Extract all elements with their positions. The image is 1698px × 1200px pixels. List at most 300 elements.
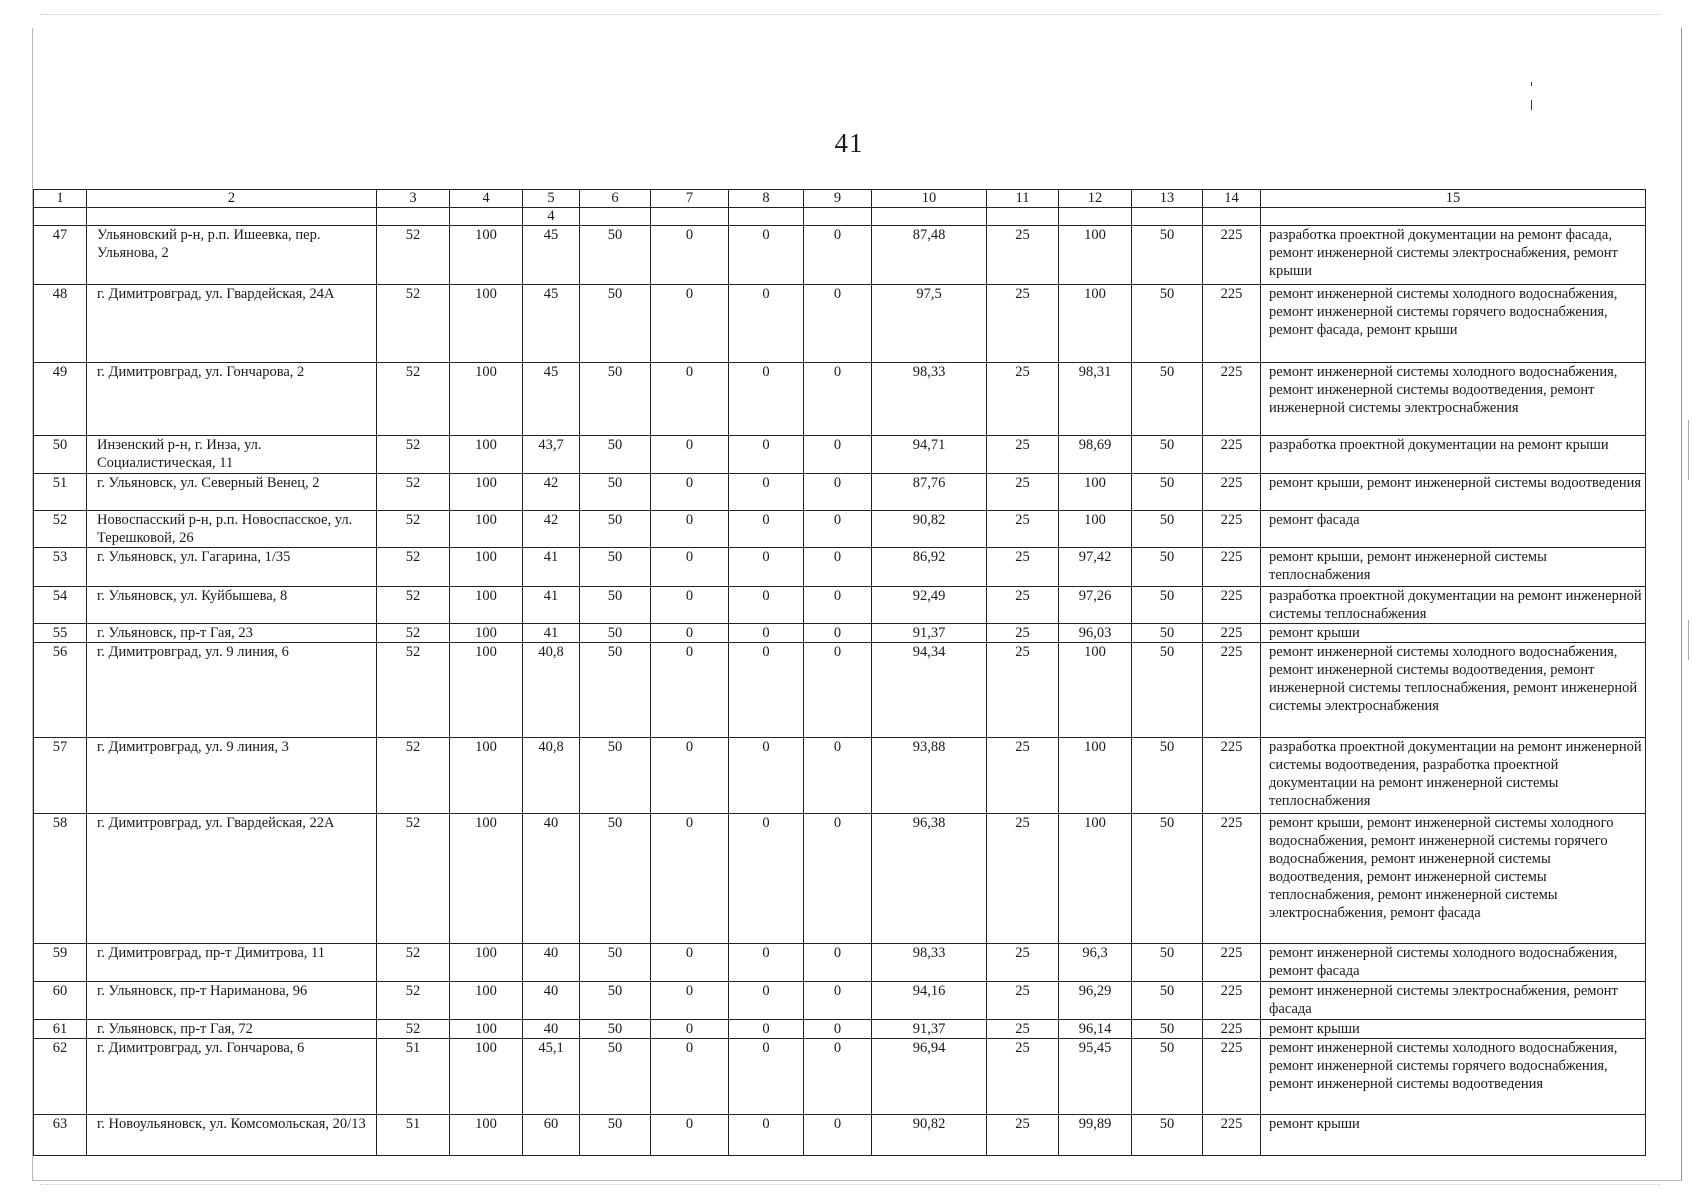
table-cell: ремонт инженерной системы холодного водоснабжения, ремонт инженерной системы горячего водоснабжения, ремонт инженерной системы водоотведения — [1261, 1039, 1646, 1115]
table-cell: 48 — [34, 285, 87, 363]
table-cell: 0 — [804, 548, 872, 587]
table-cell: 52 — [377, 548, 450, 587]
table-cell: 25 — [987, 1039, 1059, 1115]
table-cell: 0 — [651, 624, 729, 643]
table-cell: 51 — [377, 1115, 450, 1156]
table-cell: 94,71 — [872, 436, 987, 474]
table-row — [34, 226, 1646, 285]
header-cell: 4 — [523, 208, 580, 226]
table-cell: 100 — [450, 436, 523, 474]
table-cell: 225 — [1203, 1020, 1261, 1039]
table-cell: 97,42 — [1059, 548, 1132, 587]
table-cell: 0 — [729, 982, 804, 1020]
table-cell: 100 — [1059, 814, 1132, 944]
table-cell: 0 — [804, 474, 872, 511]
table-cell: 100 — [450, 624, 523, 643]
table-cell: 0 — [804, 944, 872, 982]
table-cell: 0 — [804, 982, 872, 1020]
table-cell: 0 — [651, 587, 729, 624]
page-number: 41 — [834, 128, 864, 158]
table-cell: 52 — [377, 511, 450, 548]
table-cell: ремонт инженерной системы холодного водоснабжения, ремонт фасада — [1261, 944, 1646, 982]
table-cell: 0 — [729, 474, 804, 511]
table-cell: 50 — [1132, 814, 1203, 944]
scan-border-bottom — [40, 1184, 1660, 1188]
header-cell: 14 — [1203, 190, 1261, 208]
table-cell: 25 — [987, 285, 1059, 363]
table-cell: 96,38 — [872, 814, 987, 944]
table-cell: 25 — [987, 548, 1059, 587]
table-cell: 51 — [377, 1039, 450, 1115]
table-cell: 0 — [651, 511, 729, 548]
table-cell: 0 — [804, 511, 872, 548]
table-cell: 0 — [651, 474, 729, 511]
table-cell: 87,48 — [872, 226, 987, 285]
table-cell: г. Димитровград, ул. Гвардейская, 22А — [87, 814, 377, 944]
header-cell — [450, 208, 523, 226]
header-cell: 13 — [1132, 190, 1203, 208]
table-cell: 98,33 — [872, 944, 987, 982]
table-cell: 43,7 — [523, 436, 580, 474]
table-cell: 50 — [580, 436, 651, 474]
table-cell: г. Новоульяновск, ул. Комсомольская, 20/13 — [87, 1115, 377, 1156]
header-cell: 3 — [377, 190, 450, 208]
table-cell: 52 — [377, 982, 450, 1020]
table-cell: 0 — [651, 436, 729, 474]
table-cell: 49 — [34, 363, 87, 436]
table-cell: 0 — [804, 738, 872, 814]
table-cell: 50 — [580, 944, 651, 982]
table-cell: 41 — [523, 548, 580, 587]
table-cell: 40,8 — [523, 643, 580, 738]
table-cell: ремонт инженерной системы холодного водоснабжения, ремонт инженерной системы водоотведения, ремонт инженерной системы теплоснабжения, ремонт инженерной системы электроснабжения — [1261, 643, 1646, 738]
table-cell: 42 — [523, 511, 580, 548]
table-cell: 0 — [804, 436, 872, 474]
table-cell: 50 — [580, 982, 651, 1020]
table-cell: г. Ульяновск, пр-т Нариманова, 96 — [87, 982, 377, 1020]
table-cell: г. Димитровград, пр-т Димитрова, 11 — [87, 944, 377, 982]
table-cell: ремонт инженерной системы холодного водоснабжения, ремонт инженерной системы горячего водоснабжения, ремонт фасада, ремонт крыши — [1261, 285, 1646, 363]
table-cell: 60 — [523, 1115, 580, 1156]
table-cell: 59 — [34, 944, 87, 982]
table-cell: 45 — [523, 363, 580, 436]
table-cell: 98,33 — [872, 363, 987, 436]
table-row — [34, 548, 1646, 587]
table-cell: г. Ульяновск, пр-т Гая, 72 — [87, 1020, 377, 1039]
table-cell: 0 — [729, 226, 804, 285]
table-cell: Новоспасский р-н, р.п. Новоспасское, ул. Терешковой, 26 — [87, 511, 377, 548]
table-cell: 225 — [1203, 436, 1261, 474]
header-cell: 5 — [523, 190, 580, 208]
header-cell: 1 — [34, 190, 87, 208]
table-cell: 0 — [729, 1039, 804, 1115]
table-cell: разработка проектной документации на ремонт инженерной системы водоотведения, разработка проектной документации на ремонт инженерной системы теплоснабжения — [1261, 738, 1646, 814]
table-cell: 50 — [1132, 1020, 1203, 1039]
table-cell: 225 — [1203, 944, 1261, 982]
table-cell: 225 — [1203, 285, 1261, 363]
table-cell: 0 — [729, 436, 804, 474]
table-cell: ремонт крыши — [1261, 624, 1646, 643]
table-cell: 40,8 — [523, 738, 580, 814]
table-cell: 50 — [580, 643, 651, 738]
table-cell: 0 — [804, 1039, 872, 1115]
table-cell: 52 — [377, 363, 450, 436]
table-cell: 0 — [651, 1115, 729, 1156]
table-cell: 50 — [580, 738, 651, 814]
table-cell: 99,89 — [1059, 1115, 1132, 1156]
table-cell: 52 — [377, 814, 450, 944]
table-cell: 50 — [1132, 944, 1203, 982]
table-cell: 52 — [377, 624, 450, 643]
table-cell: 40 — [523, 1020, 580, 1039]
table-cell: 53 — [34, 548, 87, 587]
table-body — [34, 190, 1646, 1156]
table-cell: 50 — [1132, 285, 1203, 363]
table-cell: 25 — [987, 738, 1059, 814]
table-cell: г. Ульяновск, ул. Северный Венец, 2 — [87, 474, 377, 511]
table-cell: 52 — [377, 738, 450, 814]
table-cell: 50 — [580, 1020, 651, 1039]
header-cell — [1261, 208, 1646, 226]
table-cell: 100 — [450, 982, 523, 1020]
table-cell: 97,26 — [1059, 587, 1132, 624]
table-cell: 0 — [729, 624, 804, 643]
table-cell: 100 — [450, 474, 523, 511]
table-cell: 100 — [1059, 511, 1132, 548]
table-row — [34, 643, 1646, 738]
table-cell: 0 — [804, 226, 872, 285]
table-cell: г. Димитровград, ул. Гончарова, 2 — [87, 363, 377, 436]
table-cell: 52 — [377, 1020, 450, 1039]
table-cell: 51 — [34, 474, 87, 511]
header-cell — [1059, 208, 1132, 226]
table-row — [34, 1115, 1646, 1156]
table-cell: 94,34 — [872, 643, 987, 738]
table-cell: 225 — [1203, 1115, 1261, 1156]
table-row — [34, 1020, 1646, 1039]
table-cell: 0 — [729, 587, 804, 624]
table-cell: 91,37 — [872, 1020, 987, 1039]
table-cell: разработка проектной документации на ремонт крыши — [1261, 436, 1646, 474]
table-cell: 50 — [1132, 1115, 1203, 1156]
table-cell: 100 — [450, 226, 523, 285]
table-row — [34, 1039, 1646, 1115]
table-cell: 0 — [729, 1020, 804, 1039]
table-cell: 52 — [34, 511, 87, 548]
table-cell: 0 — [729, 738, 804, 814]
table-cell: разработка проектной документации на ремонт инженерной системы теплоснабжения — [1261, 587, 1646, 624]
table-cell: 50 — [580, 226, 651, 285]
table-cell: 100 — [450, 1115, 523, 1156]
table-cell: 0 — [729, 363, 804, 436]
table-cell: 50 — [1132, 436, 1203, 474]
table-cell: 225 — [1203, 587, 1261, 624]
table-cell: 50 — [580, 814, 651, 944]
table-cell: 50 — [1132, 1039, 1203, 1115]
table-cell: 0 — [651, 548, 729, 587]
table-cell: 50 — [34, 436, 87, 474]
table-cell: 91,37 — [872, 624, 987, 643]
table-cell: Инзенский р-н, г. Инза, ул. Социалистическая, 11 — [87, 436, 377, 474]
table-cell: 0 — [804, 285, 872, 363]
header-cell: 8 — [729, 190, 804, 208]
table-cell: 54 — [34, 587, 87, 624]
table-row — [34, 474, 1646, 511]
table-cell: 100 — [450, 1020, 523, 1039]
table-cell: 100 — [450, 643, 523, 738]
table-cell: 86,92 — [872, 548, 987, 587]
scan-mark — [1688, 620, 1689, 660]
table-cell: 50 — [580, 511, 651, 548]
table-cell: 50 — [1132, 982, 1203, 1020]
table-cell: 50 — [1132, 738, 1203, 814]
table-cell: 96,3 — [1059, 944, 1132, 982]
table-cell: 96,03 — [1059, 624, 1132, 643]
table-cell: 25 — [987, 814, 1059, 944]
table-cell: ремонт крыши, ремонт инженерной системы теплоснабжения — [1261, 548, 1646, 587]
data-table — [33, 189, 1646, 1156]
table-cell: 0 — [651, 285, 729, 363]
table-cell: ремонт крыши — [1261, 1115, 1646, 1156]
table-row — [34, 363, 1646, 436]
table-cell: 0 — [804, 587, 872, 624]
header-cell: 10 — [872, 190, 987, 208]
table-cell: 25 — [987, 474, 1059, 511]
table-cell: 0 — [804, 643, 872, 738]
header-cell: 11 — [987, 190, 1059, 208]
table-cell: г. Ульяновск, пр-т Гая, 23 — [87, 624, 377, 643]
table-cell: 0 — [651, 643, 729, 738]
table-cell: 52 — [377, 226, 450, 285]
table-cell: 0 — [651, 814, 729, 944]
table-cell: Ульяновский р-н, р.п. Ишеевка, пер. Ульянова, 2 — [87, 226, 377, 285]
table-cell: 100 — [450, 1039, 523, 1115]
table-cell: 25 — [987, 363, 1059, 436]
table-cell: 52 — [377, 944, 450, 982]
table-cell: 100 — [450, 587, 523, 624]
table-cell: 50 — [580, 363, 651, 436]
table-cell: г. Димитровград, ул. 9 линия, 6 — [87, 643, 377, 738]
table-cell: 50 — [580, 1039, 651, 1115]
header-cell — [34, 208, 87, 226]
table-row — [34, 738, 1646, 814]
table-row — [34, 982, 1646, 1020]
table-cell: 40 — [523, 814, 580, 944]
data-table-wrapper — [33, 189, 1645, 1156]
table-cell: 25 — [987, 1115, 1059, 1156]
scan-border-top — [40, 14, 1660, 18]
table-row — [34, 436, 1646, 474]
table-cell: 87,76 — [872, 474, 987, 511]
table-cell: 100 — [1059, 285, 1132, 363]
header-cell: 4 — [450, 190, 523, 208]
table-cell: 0 — [651, 1020, 729, 1039]
table-cell: 0 — [804, 1115, 872, 1156]
table-cell: 0 — [651, 982, 729, 1020]
table-cell: 0 — [651, 226, 729, 285]
table-cell: 52 — [377, 436, 450, 474]
table-cell: 0 — [729, 1115, 804, 1156]
table-cell: 25 — [987, 624, 1059, 643]
table-cell: 50 — [1132, 226, 1203, 285]
table-row — [34, 511, 1646, 548]
table-cell: 225 — [1203, 1039, 1261, 1115]
table-cell: 100 — [1059, 226, 1132, 285]
header-cell — [729, 208, 804, 226]
table-cell: 50 — [580, 474, 651, 511]
table-header-row — [34, 190, 1646, 208]
table-cell: г. Ульяновск, ул. Гагарина, 1/35 — [87, 548, 377, 587]
table-cell: 225 — [1203, 982, 1261, 1020]
header-cell: 12 — [1059, 190, 1132, 208]
table-cell: 100 — [450, 944, 523, 982]
scan-mark — [1688, 420, 1689, 480]
table-row — [34, 944, 1646, 982]
table-cell: 225 — [1203, 511, 1261, 548]
table-cell: 225 — [1203, 363, 1261, 436]
table-cell: 100 — [450, 738, 523, 814]
table-cell: 225 — [1203, 624, 1261, 643]
table-cell: 100 — [1059, 738, 1132, 814]
scan-mark — [1531, 100, 1532, 110]
table-cell: ремонт инженерной системы электроснабжения, ремонт фасада — [1261, 982, 1646, 1020]
header-cell — [804, 208, 872, 226]
table-cell: 225 — [1203, 814, 1261, 944]
table-cell: 94,16 — [872, 982, 987, 1020]
table-cell: 225 — [1203, 226, 1261, 285]
table-cell: 100 — [450, 511, 523, 548]
table-cell: 57 — [34, 738, 87, 814]
table-cell: 63 — [34, 1115, 87, 1156]
header-cell — [987, 208, 1059, 226]
table-cell: 225 — [1203, 548, 1261, 587]
table-cell: 98,31 — [1059, 363, 1132, 436]
table-cell: 25 — [987, 511, 1059, 548]
table-header-row — [34, 208, 1646, 226]
table-cell: 90,82 — [872, 1115, 987, 1156]
table-cell: 25 — [987, 436, 1059, 474]
table-cell: 62 — [34, 1039, 87, 1115]
scan-mark — [1531, 82, 1532, 86]
table-cell: 0 — [651, 1039, 729, 1115]
table-cell: г. Ульяновск, ул. Куйбышева, 8 — [87, 587, 377, 624]
header-cell — [1203, 208, 1261, 226]
table-cell: 92,49 — [872, 587, 987, 624]
table-cell: 25 — [987, 643, 1059, 738]
table-cell: 0 — [804, 363, 872, 436]
table-cell: 100 — [1059, 643, 1132, 738]
table-cell: 52 — [377, 587, 450, 624]
table-row — [34, 587, 1646, 624]
table-cell: 25 — [987, 587, 1059, 624]
table-cell: 0 — [651, 363, 729, 436]
table-cell: разработка проектной документации на ремонт фасада, ремонт инженерной системы электроснабжения, ремонт крыши — [1261, 226, 1646, 285]
table-cell: 45 — [523, 226, 580, 285]
table-cell: 50 — [1132, 548, 1203, 587]
table-row — [34, 814, 1646, 944]
table-cell: 50 — [580, 285, 651, 363]
table-cell: 96,14 — [1059, 1020, 1132, 1039]
header-cell — [1132, 208, 1203, 226]
table-cell: 25 — [987, 1020, 1059, 1039]
table-cell: 56 — [34, 643, 87, 738]
table-cell: ремонт крыши, ремонт инженерной системы холодного водоснабжения, ремонт инженерной системы горячего водоснабжения, ремонт инженерной системы водоотведения, ремонт инженерной системы теплоснабжения, ремонт инженерной системы электроснабжения, ремонт фасада — [1261, 814, 1646, 944]
table-cell: 42 — [523, 474, 580, 511]
table-cell: 98,69 — [1059, 436, 1132, 474]
table-cell: 50 — [1132, 643, 1203, 738]
table-cell: 50 — [580, 548, 651, 587]
table-cell: 0 — [729, 511, 804, 548]
header-cell: 9 — [804, 190, 872, 208]
table-cell: 50 — [1132, 474, 1203, 511]
table-cell: 100 — [450, 814, 523, 944]
table-cell: 96,29 — [1059, 982, 1132, 1020]
table-cell: г. Димитровград, ул. Гвардейская, 24А — [87, 285, 377, 363]
table-cell: ремонт фасада — [1261, 511, 1646, 548]
table-cell: 25 — [987, 226, 1059, 285]
table-cell: 0 — [729, 814, 804, 944]
table-cell: 0 — [651, 944, 729, 982]
table-cell: 90,82 — [872, 511, 987, 548]
table-cell: 47 — [34, 226, 87, 285]
header-cell: 6 — [580, 190, 651, 208]
table-cell: 45 — [523, 285, 580, 363]
table-row — [34, 624, 1646, 643]
table-cell: 50 — [580, 624, 651, 643]
table-cell: 95,45 — [1059, 1039, 1132, 1115]
table-cell: 50 — [580, 587, 651, 624]
table-cell: 0 — [729, 944, 804, 982]
table-cell: 50 — [1132, 511, 1203, 548]
table-cell: 58 — [34, 814, 87, 944]
header-cell: 15 — [1261, 190, 1646, 208]
table-cell: 52 — [377, 474, 450, 511]
header-cell — [377, 208, 450, 226]
table-cell: 97,5 — [872, 285, 987, 363]
table-cell: 0 — [804, 624, 872, 643]
header-cell — [872, 208, 987, 226]
table-cell: 25 — [987, 944, 1059, 982]
table-cell: г. Димитровград, ул. 9 линия, 3 — [87, 738, 377, 814]
table-cell: 50 — [1132, 624, 1203, 643]
header-cell — [580, 208, 651, 226]
table-cell: 60 — [34, 982, 87, 1020]
table-cell: ремонт инженерной системы холодного водоснабжения, ремонт инженерной системы водоотведения, ремонт инженерной системы электроснабжения — [1261, 363, 1646, 436]
table-cell: ремонт крыши — [1261, 1020, 1646, 1039]
table-cell: 0 — [804, 1020, 872, 1039]
table-cell: 0 — [729, 548, 804, 587]
table-cell: 52 — [377, 285, 450, 363]
table-cell: 225 — [1203, 474, 1261, 511]
table-cell: 0 — [729, 285, 804, 363]
table-cell: г. Димитровград, ул. Гончарова, 6 — [87, 1039, 377, 1115]
table-cell: 45,1 — [523, 1039, 580, 1115]
header-cell — [87, 208, 377, 226]
table-cell: ремонт крыши, ремонт инженерной системы водоотведения — [1261, 474, 1646, 511]
table-cell: 55 — [34, 624, 87, 643]
table-cell: 100 — [450, 548, 523, 587]
header-cell: 2 — [87, 190, 377, 208]
table-cell: 41 — [523, 587, 580, 624]
table-row — [34, 285, 1646, 363]
table-cell: 0 — [729, 643, 804, 738]
table-cell: 93,88 — [872, 738, 987, 814]
table-cell: 96,94 — [872, 1039, 987, 1115]
table-cell: 25 — [987, 982, 1059, 1020]
table-cell: 40 — [523, 944, 580, 982]
table-cell: 52 — [377, 643, 450, 738]
table-cell: 225 — [1203, 738, 1261, 814]
